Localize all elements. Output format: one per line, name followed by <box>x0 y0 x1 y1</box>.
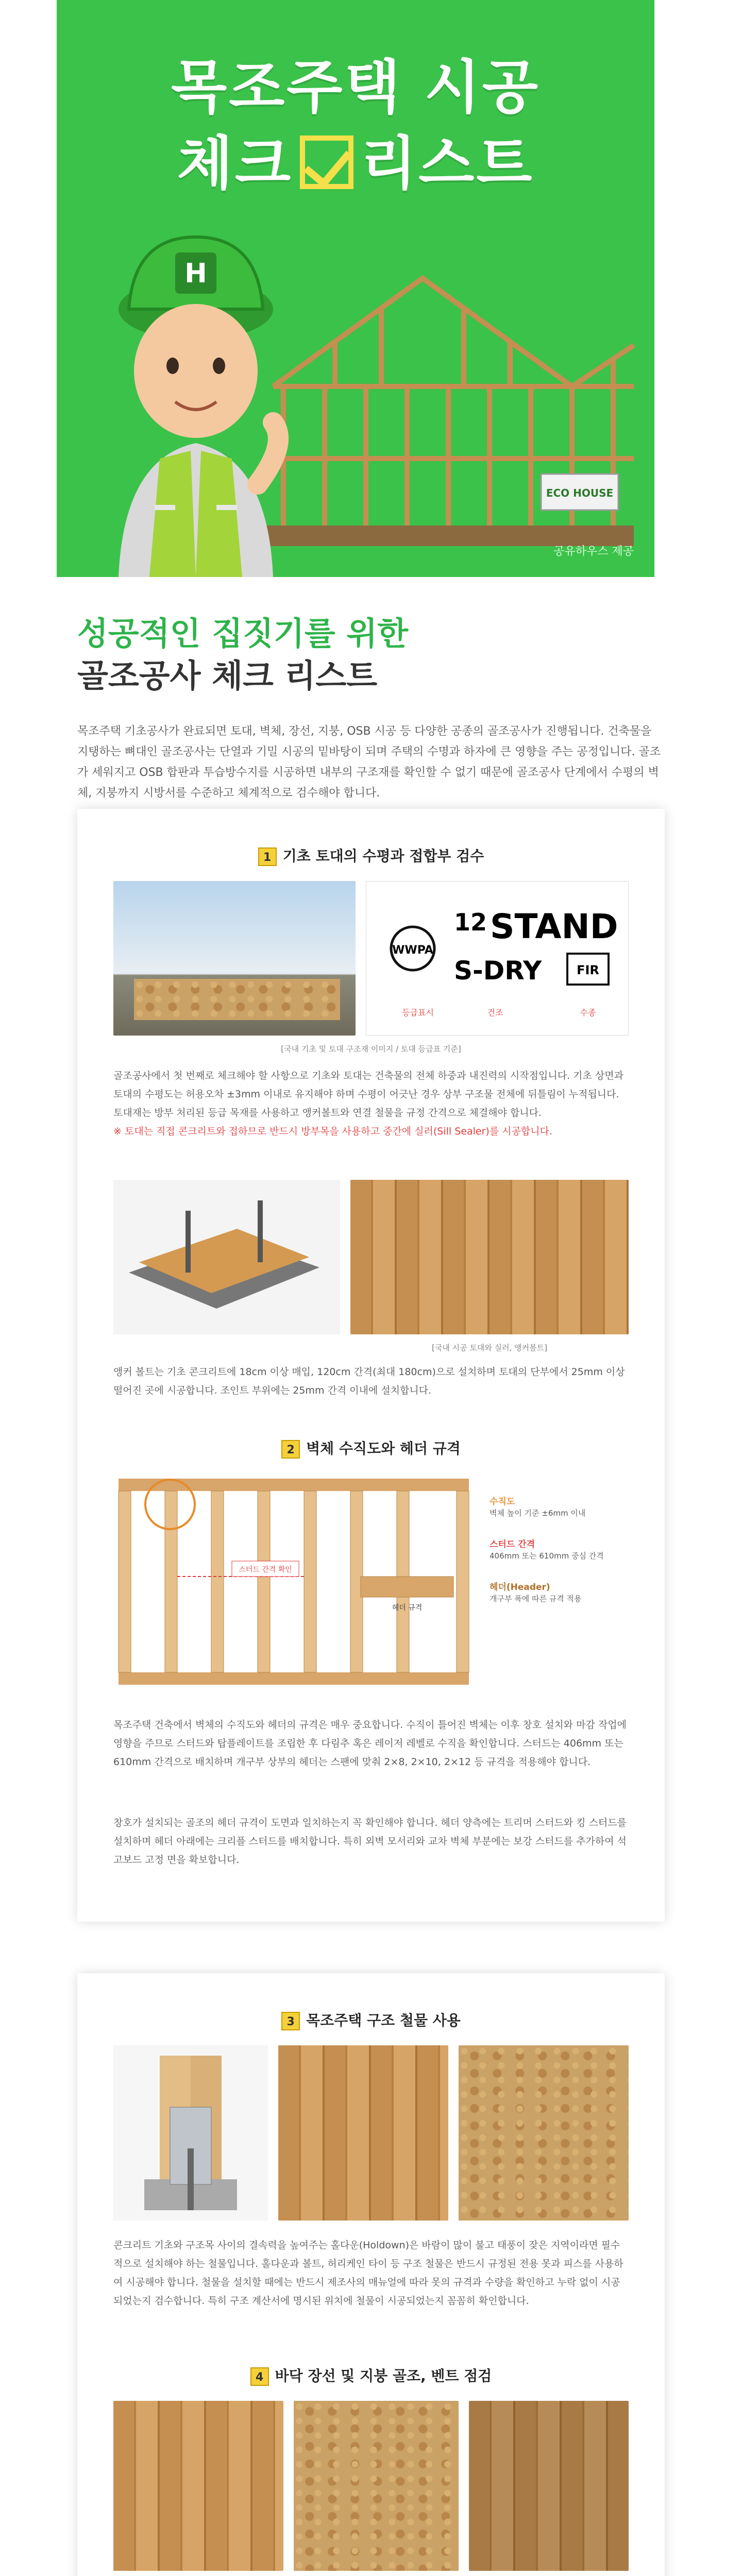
section-2-title-text: 벽체 수직도와 헤더 규격 <box>306 1440 461 1457</box>
section-3-number: 3 <box>281 2012 300 2030</box>
house-frame-illustration <box>252 216 644 546</box>
legend-2-desc: 406mm 또는 610mm 중심 간격 <box>490 1551 604 1561</box>
hero-caption: 공유하우스 제공 <box>553 545 634 558</box>
section-1-text <box>113 1066 629 1141</box>
legend-2-title: 스터드 간격 <box>490 1539 535 1550</box>
stamp-dry: S-DRY <box>454 956 542 986</box>
stamp-grade-num: 12 <box>454 908 487 936</box>
section-3-text <box>113 2236 629 2310</box>
wall-framing-diagram <box>113 1473 474 1690</box>
hero-title-word-a: 체크 <box>177 130 293 197</box>
section-1-title <box>77 845 665 866</box>
section-3-title-text: 목조주택 구조 철물 사용 <box>306 2012 461 2029</box>
sill-anchor-illustration <box>113 1180 340 1334</box>
section-1-number: 1 <box>258 848 277 866</box>
section-2-number: 2 <box>281 1440 300 1459</box>
section-1-body: 골조공사에서 첫 번째로 체크해야 할 사항으로 기초와 토대는 건축물의 전체 하중과 내진력의 시작점입니다. 기초 상면과 토대의 수평도는 허용오차 ±3mm 이내로 유지해야 하며 수평이 어긋난 경우 상부 구조물 전체에 뒤틀림이 누적됩니다. 토대재는 방부 처리된 등급 목재를 사용하고 앵커볼트와 연결 철물을 규정 간격으로 체결해야 합니다. <box>113 1070 623 1118</box>
stamp-sub-label-1: 등급표시 <box>402 1008 434 1018</box>
section-2-title <box>77 1437 665 1459</box>
hero-title-word-b: 리스트 <box>360 130 534 197</box>
legend-item-plumb <box>490 1494 629 1519</box>
hero-title-line2 <box>57 117 654 200</box>
checklist-card-2 <box>77 1973 665 2576</box>
page-heading-line1: 성공적인 집짓기를 위한 <box>77 615 409 652</box>
legend-3-title: 헤더(Header) <box>490 1582 550 1592</box>
section-4-title <box>77 2365 665 2386</box>
section-1-photo2-caption: [국내 시공 토대와 실러, 앵커볼트] <box>432 1343 547 1352</box>
section-4-number: 4 <box>250 2367 269 2386</box>
hardware-photo-2 <box>459 2045 629 2221</box>
stamp-grade-word: STAND <box>490 907 618 946</box>
hardware-photo-1 <box>278 2045 448 2221</box>
stamp-sub-label-2: 건조 <box>487 1008 503 1018</box>
lumber-grade-stamp <box>366 881 629 1036</box>
sill-plate-photo <box>350 1180 629 1334</box>
legend-1-title: 수직도 <box>490 1497 515 1507</box>
hero-banner <box>57 0 654 577</box>
svg-text:H: H <box>184 258 207 289</box>
section-1-photo-caption: [국내 기초 및 토대 구조재 이미지 / 토대 등급표 기준] <box>281 1044 461 1054</box>
floor-joist-photo-2 <box>294 2401 459 2571</box>
legend-1-desc: 벽체 높이 기준 ±6mm 이내 <box>490 1509 586 1518</box>
section-4-title-text: 바닥 장선 및 지붕 골조, 벤트 점검 <box>275 2367 492 2384</box>
holdown-illustration <box>113 2045 268 2221</box>
section-1-alert: ※ 토대는 직접 콘크리트와 접하므로 반드시 방부목을 사용하고 중간에 실러(Sill Sealer)를 시공합니다. <box>113 1126 553 1137</box>
checklist-card-1 <box>77 809 665 1922</box>
wall-legend <box>490 1494 629 1605</box>
section-2-text: 목조주택 건축에서 벽체의 수직도와 헤더의 규격은 매우 중요합니다. 수직이 틀어진 벽체는 이후 창호 설치와 마감 작업에 영향을 주므로 스터드와 탑플레이트를 조립한 후 다림추 혹은 레이저 레벨로 수직을 확인합니다. 스터드는 406mm 또는 610mm 간격으로 배치하며 개구부 상부의 헤더는 스팬에 맞춰 2×8, 2×10, 2×12 등 규격을 적용해야 합니다. <box>113 1719 627 1768</box>
hero-sign-text: ECO HOUSE <box>546 487 614 499</box>
diagram-label-header: 헤더 규격 <box>392 1604 423 1612</box>
section-1-text2: 앵커 볼트는 기초 콘크리트에 18cm 이상 매입, 120cm 간격(최대 180cm)으로 설치하며 토대의 단부에서 25mm 이상 떨어진 곳에 시공합니다. 조인트 부위에는 25mm 간격 이내에 설치합니다. <box>113 1366 625 1396</box>
section-1-title-text: 기초 토대의 수평과 접합부 검수 <box>282 848 484 865</box>
page-heading-line2: 골조공사 체크 리스트 <box>77 657 378 694</box>
legend-item-stud <box>490 1537 629 1562</box>
legend-item-header <box>490 1580 629 1605</box>
section-3-body: 콘크리트 기초와 구조목 사이의 결속력을 높여주는 홀다운(Holdown)은 바람이 많이 불고 태풍이 잦은 지역이라면 필수적으로 설치해야 하는 철물입니다. 홀다운과 볼트, 허리케인 타이 등 구조 철물은 반드시 규정된 전용 못과 피스를 사용하여 시공해야 합니다. 철물을 설치할 때에는 반드시 제조사의 매뉴얼에 따라 못의 규격과 수량을 확인하고 누락 없이 시공되었는지 검수합니다. <box>113 2240 623 2307</box>
section-3-end: 특히 구조 계산서에 명시된 위치에 철물이 시공되었는지 꼼꼼히 확인합니다. <box>208 2295 529 2307</box>
intro-paragraph: 목조주택 기초공사가 완료되면 토대, 벽체, 장선, 지붕, OSB 시공 등 다양한 공종의 골조공사가 진행됩니다. 건축물을 지탱하는 뼈대인 골조공사는 단열과 기밀 시공의 밑바탕이 되며 주택의 수명과 하자에 큰 영향을 주는 공정입니다. 골조가 세워지고 OSB 합판과 투습방수지를 시공하면 내부의 구조재를 확인할 수 없기 때문에 골조공사 단계에서 수평의 벽체, 지붕까지 시방서를 수준하고 체계적으로 검수해야 합니다. <box>77 725 661 800</box>
legend-3-desc: 개구부 폭에 따른 규격 적용 <box>490 1594 582 1603</box>
section-2-text2: 창호가 설치되는 골조의 헤더 규격이 도면과 일치하는지 꼭 확인해야 합니다. 헤더 양측에는 트리머 스터드와 킹 스터드를 설치하며 헤더 아래에는 크리플 스터드를 배치합니다. 특히 외벽 모서리와 교차 벽체 부분에는 보강 스터드를 추가하여 석고보드 고정 면을 확보합니다. <box>113 1817 627 1866</box>
stamp-right-label: FIR <box>577 963 599 977</box>
foundation-photo <box>113 881 356 1036</box>
checkbox-icon <box>300 135 353 189</box>
floor-joist-photo-1 <box>113 2401 283 2571</box>
hero-title-line1: 목조주택 시공 <box>171 54 541 121</box>
section-3-title <box>77 2009 665 2030</box>
floor-joist-photo-3 <box>469 2401 629 2571</box>
builder-character-illustration <box>88 216 304 577</box>
diagram-label-stud-spacing: 스터드 간격 확인 <box>239 1566 292 1574</box>
stamp-sub-label-3: 수종 <box>580 1008 596 1018</box>
stamp-left-label: WWPA <box>392 944 433 957</box>
